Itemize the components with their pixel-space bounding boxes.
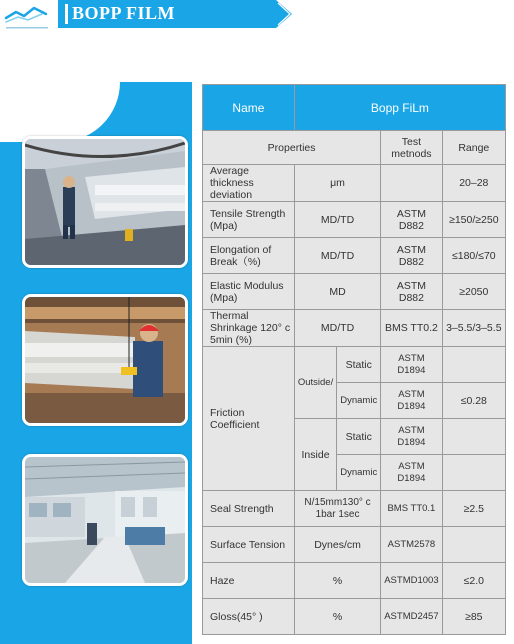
range-cell: ≤180/≤70 <box>442 238 505 274</box>
range-cell <box>442 455 505 491</box>
unit-cell: MD/TD <box>294 238 380 274</box>
table-row <box>203 165 506 202</box>
test-cell <box>381 165 442 202</box>
range-header: Range <box>442 131 505 165</box>
test-cell: ASTM D882 <box>381 274 442 310</box>
page-title: BOPP FILM <box>72 3 175 23</box>
test-cell: ASTMD1003 <box>381 563 442 599</box>
range-cell: ≥2.5 <box>442 491 505 527</box>
test-cell: ASTM2578 <box>381 527 442 563</box>
property-cell: Tensile Strength (Mpa) <box>203 202 295 238</box>
range-cell <box>442 347 505 383</box>
test-cell: ASTM D1894 <box>381 455 442 491</box>
friction-property-cell: Friction Coefficient <box>203 347 295 491</box>
test-cell: ASTM D1894 <box>381 347 442 383</box>
test-cell: ASTM D882 <box>381 238 442 274</box>
static-label: Static <box>337 419 381 455</box>
worker-hardhat-photo <box>22 294 188 426</box>
test-cell: BMS TT0.2 <box>381 310 442 347</box>
dynamic-label: Dynamic <box>337 455 381 491</box>
property-cell: Elongation of Break（%) <box>203 238 295 274</box>
property-cell: Elastic Modulus (Mpa) <box>203 274 295 310</box>
property-cell: Seal Strength <box>203 491 295 527</box>
test-cell: ASTM D1894 <box>381 419 442 455</box>
table-row <box>203 347 506 383</box>
product-name: Bopp FiLm <box>294 85 505 131</box>
range-cell: 3–5.5/3–5.5 <box>442 310 505 347</box>
table-row <box>203 527 506 563</box>
side-panel <box>0 82 192 644</box>
warehouse-photo <box>22 454 188 586</box>
property-cell: Haze <box>203 563 295 599</box>
range-cell: ≤0.28 <box>442 383 505 419</box>
page-header <box>0 0 514 34</box>
table-row <box>203 599 506 635</box>
test-cell: BMS TT0.1 <box>381 491 442 527</box>
property-cell: Average thickness deviation <box>203 165 295 202</box>
properties-header: Properties <box>203 131 381 165</box>
table-row <box>203 131 506 165</box>
test-cell: ASTM D882 <box>381 202 442 238</box>
unit-cell: Dynes/cm <box>294 527 380 563</box>
unit-cell: % <box>294 599 380 635</box>
range-cell: 20–28 <box>442 165 505 202</box>
dynamic-label: Dynamic <box>337 383 381 419</box>
test-methods-header: Test metnods <box>381 131 442 165</box>
property-cell: Thermal Shrinkage 120° c 5min (%) <box>203 310 295 347</box>
inside-label: Inside <box>294 419 336 491</box>
table-row <box>203 274 506 310</box>
outside-label: Outside/ <box>294 347 336 419</box>
property-cell: Surface Tension <box>203 527 295 563</box>
range-cell: ≥85 <box>442 599 505 635</box>
unit-cell: MD/TD <box>294 310 380 347</box>
range-cell: ≥150/≥250 <box>442 202 505 238</box>
company-logo <box>2 2 54 32</box>
table-row <box>203 491 506 527</box>
table-row <box>203 238 506 274</box>
test-cell: ASTMD2457 <box>381 599 442 635</box>
unit-cell: MD <box>294 274 380 310</box>
static-label: Static <box>337 347 381 383</box>
unit-cell: μm <box>294 165 380 202</box>
test-cell: ASTM D1894 <box>381 383 442 419</box>
spec-table <box>202 84 506 635</box>
table-row <box>203 85 506 131</box>
unit-cell: % <box>294 563 380 599</box>
name-header: Name <box>203 85 295 131</box>
property-cell: Gloss(45° ) <box>203 599 295 635</box>
range-cell: ≤2.0 <box>442 563 505 599</box>
table-row <box>203 563 506 599</box>
table-row <box>203 310 506 347</box>
range-cell: ≥2050 <box>442 274 505 310</box>
range-cell <box>442 419 505 455</box>
unit-cell: MD/TD <box>294 202 380 238</box>
range-cell <box>442 527 505 563</box>
table-row <box>203 202 506 238</box>
unit-cell: N/15mm130° c 1bar 1sec <box>294 491 380 527</box>
factory-line-photo <box>22 136 188 268</box>
